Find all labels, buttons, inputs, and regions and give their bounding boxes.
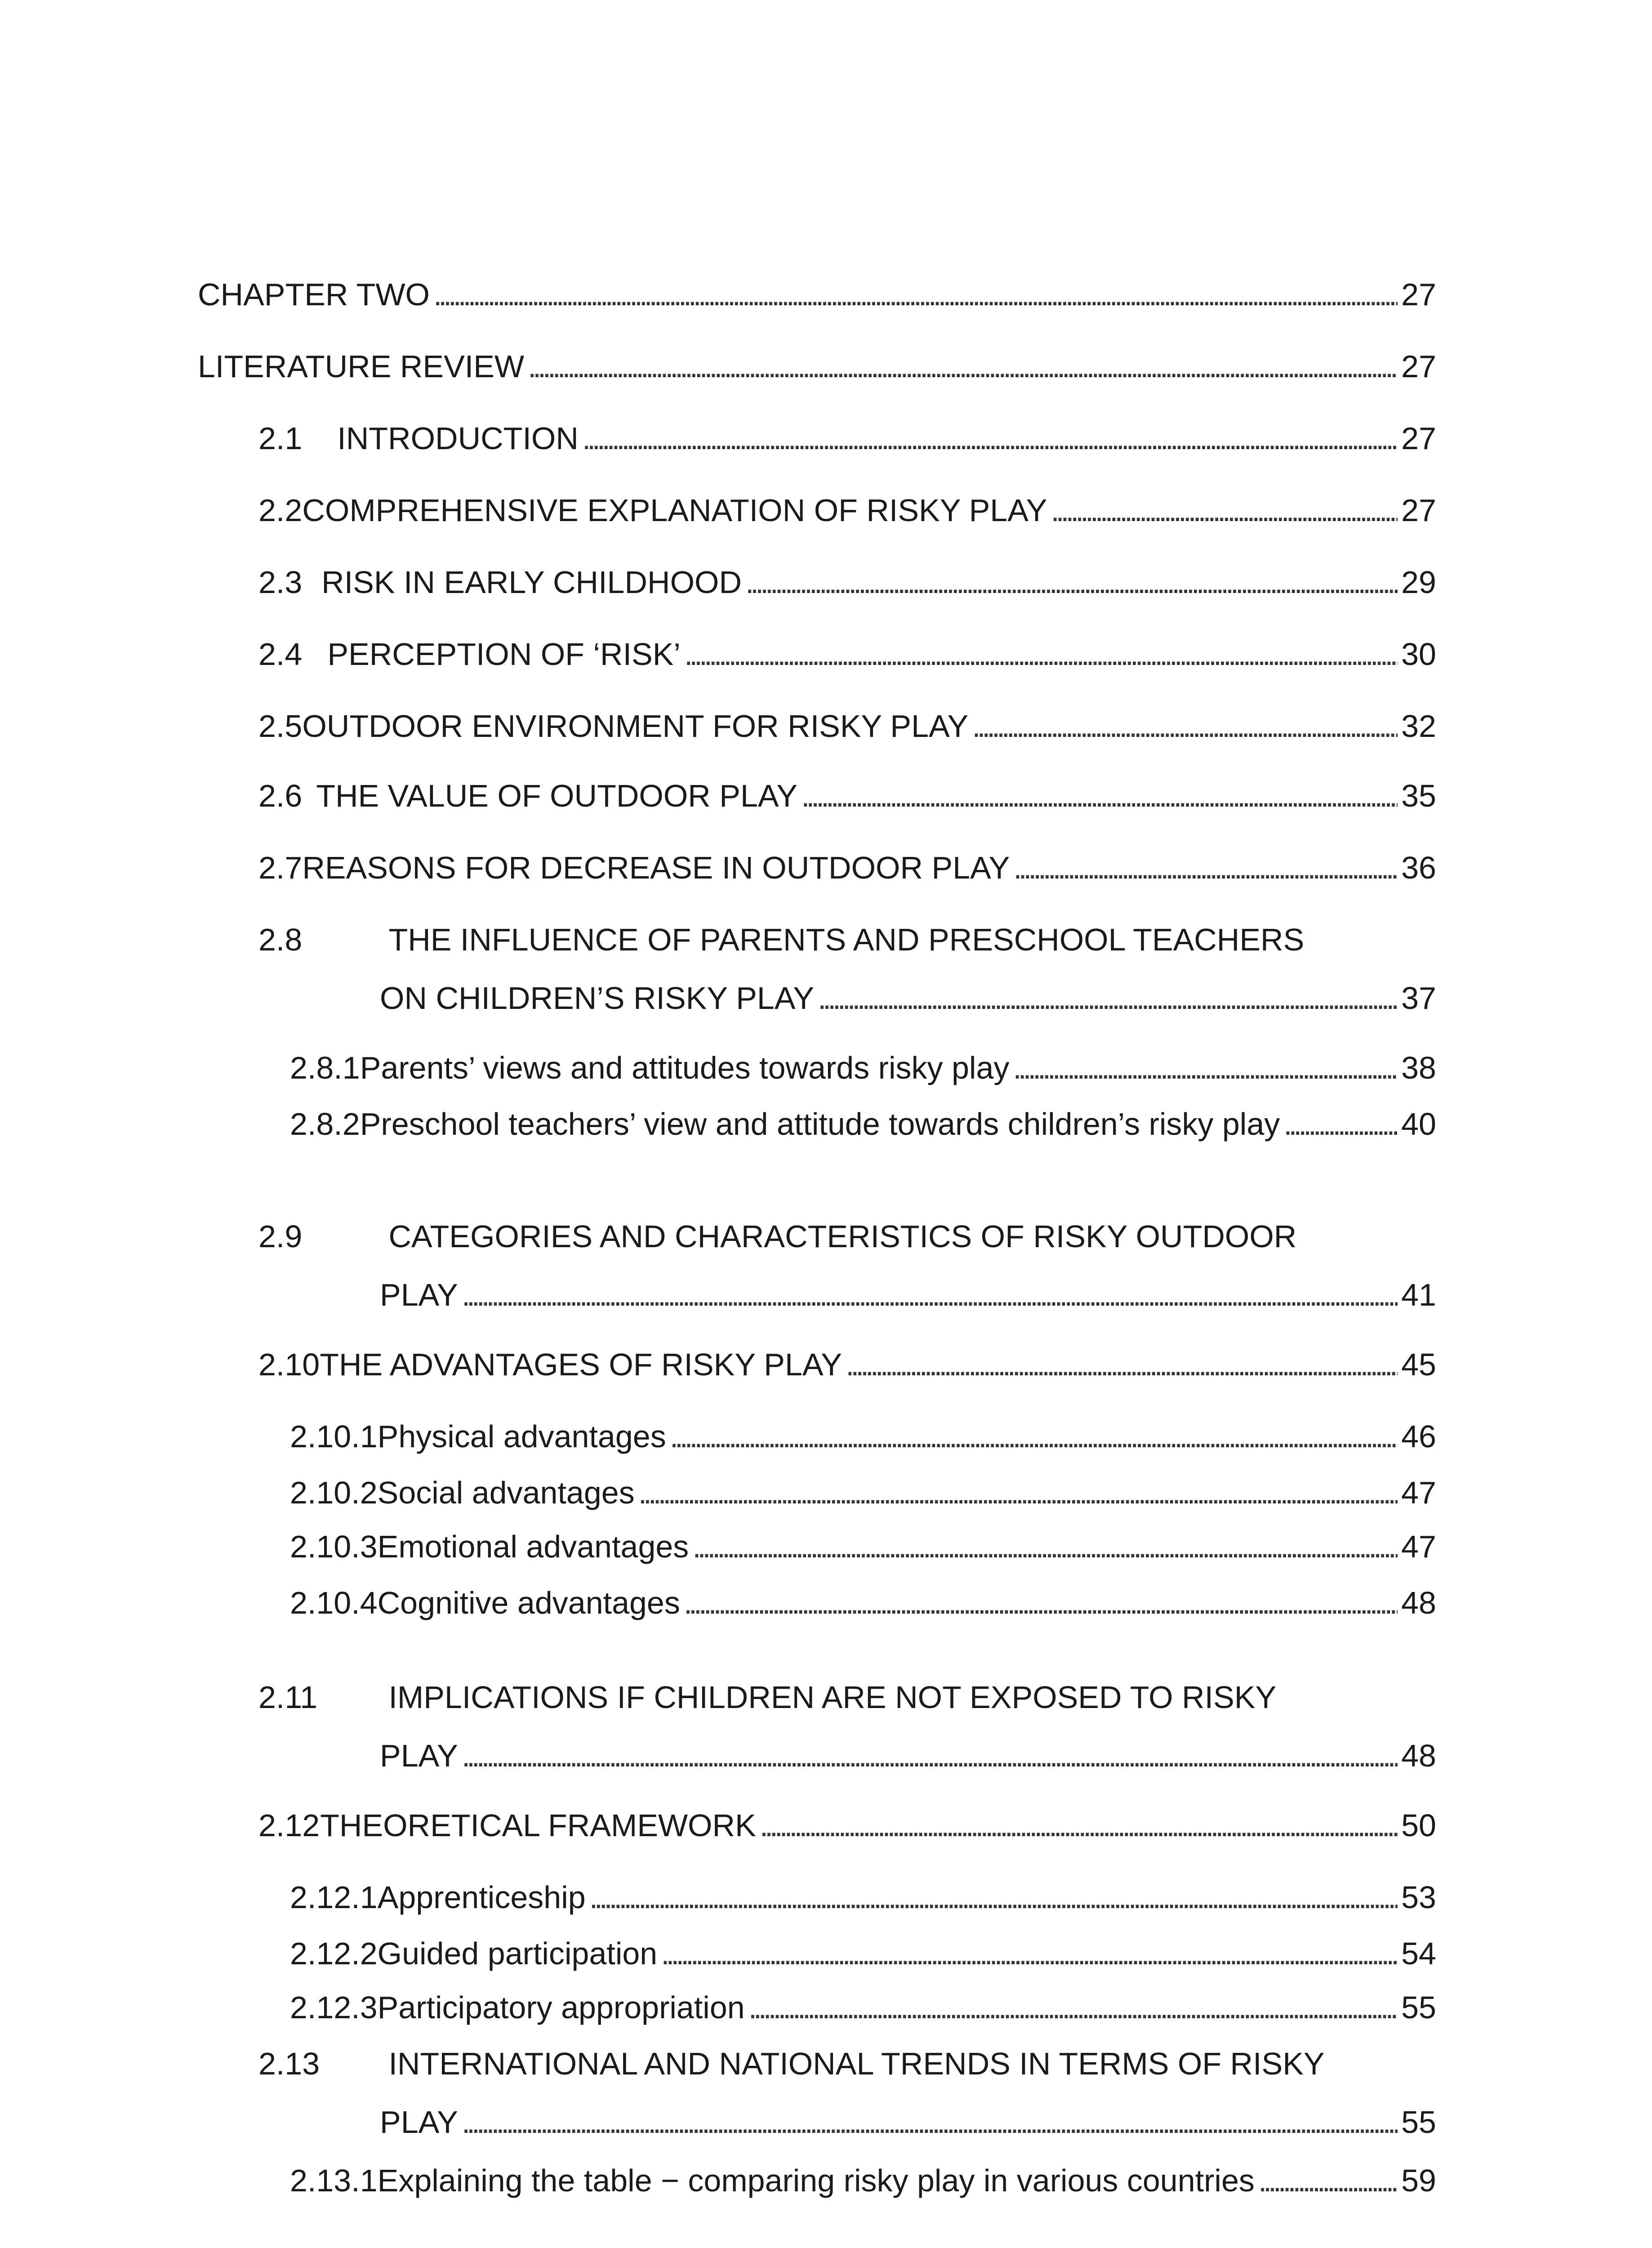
toc-entry-2-12-3[interactable] xyxy=(290,1985,1436,2030)
toc-section-number: 2.11 xyxy=(258,1680,318,1715)
toc-page-number: 50 xyxy=(1401,1808,1436,1843)
toc-entry-title: THE ADVANTAGES OF RISKY PLAY xyxy=(320,1347,842,1382)
toc-entry-2-6[interactable] xyxy=(258,773,1436,818)
toc-entry-title: THE VALUE OF OUTDOOR PLAY xyxy=(316,778,798,813)
toc-page-number: 36 xyxy=(1401,850,1436,885)
toc-entry-title: Explaining the table − comparing risky play in various countries xyxy=(377,2163,1255,2198)
toc-section-number: 2.13 xyxy=(258,2046,320,2081)
toc-entry-2-13-1[interactable] xyxy=(290,2158,1436,2203)
toc-section-number: 2.13.1 xyxy=(290,2163,378,2198)
toc-dot-leader xyxy=(661,1931,1398,1976)
toc-entry-2-8[interactable] xyxy=(258,917,1304,962)
toc-entry-title: Physical advantages xyxy=(377,1419,666,1454)
toc-page-number: 47 xyxy=(1401,1529,1436,1564)
toc-entry-2-4[interactable] xyxy=(258,632,1436,677)
toc-section-number: 2.4 xyxy=(258,637,303,672)
toc-entry-2-10[interactable] xyxy=(258,1342,1436,1387)
toc-section-number: 2.7 xyxy=(258,850,303,885)
toc-entry-title: PERCEPTION OF ‘RISK’ xyxy=(327,637,681,672)
toc-entry-title: Participatory appropriation xyxy=(377,1990,745,2025)
toc-dot-leader xyxy=(1258,2158,1398,2203)
toc-entry-title: RISK IN EARLY CHILDHOOD xyxy=(321,565,742,600)
toc-page-number: 27 xyxy=(1401,493,1436,528)
toc-page-number: 35 xyxy=(1401,778,1436,813)
toc-dot-leader xyxy=(684,632,1398,677)
toc-entry-2-2[interactable] xyxy=(258,488,1436,533)
toc-entry-title: CHAPTER TWO xyxy=(198,277,430,312)
toc-entry-title: REASONS FOR DECREASE IN OUTDOOR PLAY xyxy=(302,850,1010,885)
toc-page-number: 53 xyxy=(1401,1880,1436,1915)
toc-section-number: 2.10 xyxy=(258,1347,320,1382)
toc-section-number: 2.6 xyxy=(258,778,303,813)
toc-dot-leader xyxy=(528,344,1398,389)
toc-page-number: 48 xyxy=(1401,1585,1436,1620)
toc-section-number: 2.12.2 xyxy=(290,1936,378,1971)
toc-page-number: 54 xyxy=(1401,1936,1436,1971)
toc-entry-title: Guided participation xyxy=(377,1936,658,1971)
toc-entry-2-1[interactable] xyxy=(258,416,1436,461)
toc-entry-title: Cognitive advantages xyxy=(377,1585,680,1620)
toc-entry-chapter-two[interactable] xyxy=(198,272,1436,317)
toc-page-number: 55 xyxy=(1401,1990,1436,2025)
toc-entry-2-3[interactable] xyxy=(258,560,1436,605)
toc-entry-title-continued: PLAY xyxy=(380,1738,458,1773)
toc-section-number: 2.1 xyxy=(258,421,303,456)
toc-entry-title-continued: PLAY xyxy=(380,2105,458,2140)
toc-dot-leader xyxy=(846,1342,1398,1387)
toc-entry-title: Social advantages xyxy=(377,1475,635,1510)
toc-dot-leader xyxy=(760,1803,1398,1848)
toc-entry-2-5[interactable] xyxy=(258,704,1436,749)
toc-dot-leader xyxy=(684,1580,1398,1625)
toc-entry-2-13[interactable] xyxy=(258,2041,1325,2086)
toc-entry-2-12[interactable] xyxy=(258,1803,1436,1848)
toc-entry-title: LITERATURE REVIEW xyxy=(198,349,525,384)
toc-entry-title: THE INFLUENCE OF PARENTS AND PRESCHOOL TEACHERS xyxy=(388,922,1305,957)
toc-dot-leader xyxy=(638,1470,1398,1515)
toc-entry-title-continued: ON CHILDREN’S RISKY PLAY xyxy=(380,981,815,1016)
toc-entry-title: OUTDOOR ENVIRONMENT FOR RISKY PLAY xyxy=(302,709,969,744)
toc-dot-leader xyxy=(745,560,1398,605)
toc-entry-2-12-1[interactable] xyxy=(290,1875,1436,1920)
toc-entry-2-8-1[interactable] xyxy=(290,1045,1436,1090)
toc-page-number: 41 xyxy=(1401,1277,1436,1312)
toc-page-number: 40 xyxy=(1401,1106,1436,1142)
toc-dot-leader xyxy=(1013,1045,1398,1090)
toc-page-number: 46 xyxy=(1401,1419,1436,1454)
toc-section-number: 2.5 xyxy=(258,709,303,744)
toc-section-number: 2.10.4 xyxy=(290,1585,378,1620)
toc-entry-2-12-2[interactable] xyxy=(290,1931,1436,1976)
toc-page-number: 45 xyxy=(1401,1347,1436,1382)
toc-page-number: 30 xyxy=(1401,637,1436,672)
toc-entry-title: INTRODUCTION xyxy=(337,421,579,456)
toc-entry-2-11[interactable] xyxy=(258,1675,1276,1720)
toc-page-number: 29 xyxy=(1401,565,1436,600)
toc-section-number: 2.8.1 xyxy=(290,1050,360,1085)
toc-dot-leader xyxy=(462,1733,1398,1778)
toc-entry-2-10-3[interactable] xyxy=(290,1524,1436,1569)
toc-section-number: 2.12.1 xyxy=(290,1880,378,1915)
toc-page-number: 55 xyxy=(1401,2105,1436,2140)
toc-page-number: 27 xyxy=(1401,349,1436,384)
toc-dot-leader xyxy=(670,1414,1398,1459)
toc-page-number: 47 xyxy=(1401,1475,1436,1510)
toc-page-number: 48 xyxy=(1401,1738,1436,1773)
toc-dot-leader xyxy=(972,704,1398,749)
toc-page-number: 59 xyxy=(1401,2163,1436,2198)
toc-section-number: 2.12.3 xyxy=(290,1990,378,2025)
toc-entry-title: INTERNATIONAL AND NATIONAL TRENDS IN TERMS OF RISKY xyxy=(388,2046,1325,2081)
toc-page-number: 32 xyxy=(1401,709,1436,744)
toc-dot-leader xyxy=(1013,845,1398,890)
toc-entry-title: THEORETICAL FRAMEWORK xyxy=(320,1808,756,1843)
toc-entry-2-13-continued[interactable] xyxy=(380,2100,1436,2145)
toc-dot-leader xyxy=(582,416,1398,461)
toc-dot-leader xyxy=(462,1272,1398,1317)
toc-page-number: 27 xyxy=(1401,421,1436,456)
toc-page-number: 27 xyxy=(1401,277,1436,312)
toc-dot-leader xyxy=(589,1875,1398,1920)
toc-section-number: 2.8 xyxy=(258,922,303,957)
toc-page-number: 38 xyxy=(1401,1050,1436,1085)
toc-section-number: 2.9 xyxy=(258,1219,303,1254)
toc-section-number: 2.8.2 xyxy=(290,1106,360,1142)
toc-entry-title-continued: PLAY xyxy=(380,1277,458,1312)
toc-page-number: 37 xyxy=(1401,981,1436,1016)
toc-entry-2-11-continued[interactable] xyxy=(380,1733,1436,1778)
toc-entry-title: Apprenticeship xyxy=(377,1880,586,1915)
toc-dot-leader xyxy=(748,1985,1398,2030)
toc-entry-2-10-2[interactable] xyxy=(290,1470,1436,1515)
toc-entry-2-10-4[interactable] xyxy=(290,1580,1436,1625)
toc-entry-title: IMPLICATIONS IF CHILDREN ARE NOT EXPOSED TO RISKY xyxy=(388,1680,1277,1715)
toc-section-number: 2.10.1 xyxy=(290,1419,378,1454)
toc-dot-leader xyxy=(692,1524,1398,1569)
toc-entry-title: Parents’ views and attitudes towards risky play xyxy=(360,1050,1010,1085)
toc-entry-2-9[interactable] xyxy=(258,1214,1296,1259)
toc-dot-leader xyxy=(801,773,1398,818)
toc-entry-2-9-continued[interactable] xyxy=(380,1272,1436,1317)
toc-section-number: 2.10.3 xyxy=(290,1529,378,1564)
toc-section-number: 2.12 xyxy=(258,1808,320,1843)
toc-entry-title: Emotional advantages xyxy=(377,1529,689,1564)
toc-dot-leader xyxy=(818,976,1398,1021)
toc-dot-leader xyxy=(1051,488,1398,533)
toc-section-number: 2.2 xyxy=(258,493,303,528)
toc-entry-title: COMPREHENSIVE EXPLANATION OF RISKY PLAY xyxy=(302,493,1047,528)
toc-entry-literature-review[interactable] xyxy=(198,344,1436,389)
toc-entry-2-10-1[interactable] xyxy=(290,1414,1436,1459)
toc-section-number: 2.3 xyxy=(258,565,303,600)
toc-dot-leader xyxy=(433,272,1398,317)
toc-section-number: 2.10.2 xyxy=(290,1475,378,1510)
toc-entry-title: CATEGORIES AND CHARACTERISTICS OF RISKY OUTDOOR xyxy=(388,1219,1297,1254)
toc-entry-title: Preschool teachers’ view and attitude towards children’s risky play xyxy=(360,1106,1280,1142)
toc-entry-2-8-continued[interactable] xyxy=(380,976,1436,1021)
toc-entry-2-7[interactable] xyxy=(258,845,1436,890)
toc-dot-leader xyxy=(462,2100,1398,2145)
toc-entry-2-8-2[interactable] xyxy=(290,1102,1436,1146)
toc-dot-leader xyxy=(1283,1102,1398,1146)
